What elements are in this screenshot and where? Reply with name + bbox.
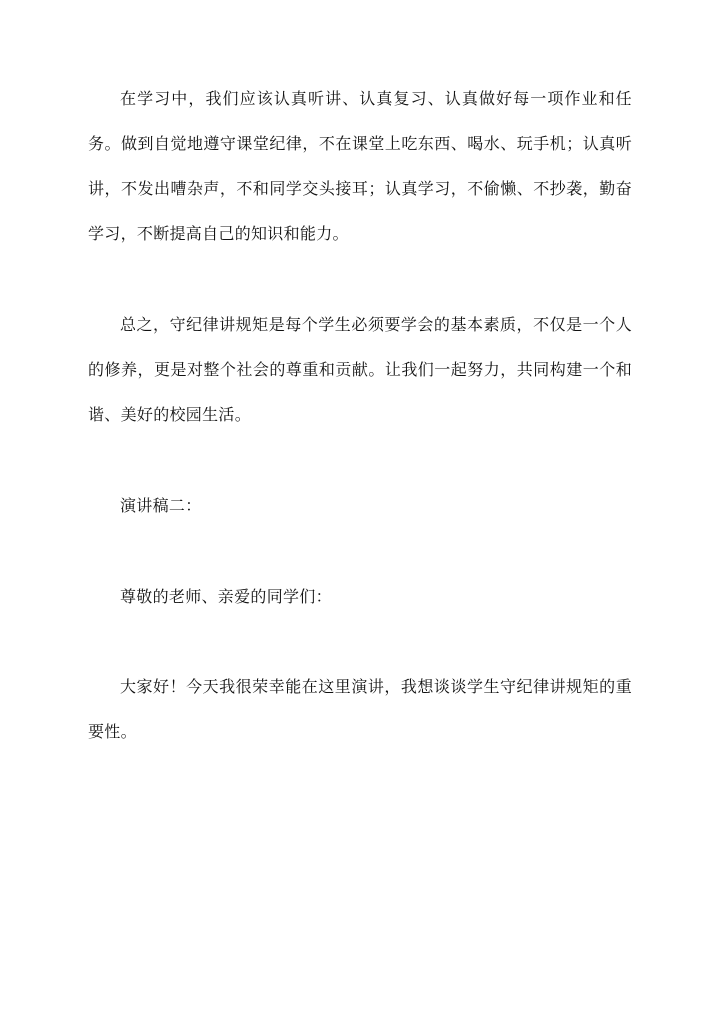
paragraph-study-discipline: 在学习中，我们应该认真听讲、认真复习、认真做好每一项作业和任务。做到自觉地遵守课堂纪律，不在课堂上吃东西、喝水、玩手机；认真听讲，不发出嘈杂声，不和同学交头接耳；认真学习，不偷懒、不抄袭，勤奋学习，不断提高自己的知识和能力。 xyxy=(88,89,632,243)
salutation: 尊敬的老师、亲爱的同学们： xyxy=(120,587,332,606)
speech-two-heading: 演讲稿二： xyxy=(120,496,202,515)
paragraph-conclusion: 总之，守纪律讲规矩是每个学生必须要学会的基本素质，不仅是一个人的修养，更是对整个社会的尊重和贡献。让我们一起努力，共同构建一个和谐、美好的校园生活。 xyxy=(88,315,632,424)
paragraph-opening: 大家好！今天我很荣幸能在这里演讲，我想谈谈学生守纪律讲规矩的重要性。 xyxy=(88,677,632,741)
